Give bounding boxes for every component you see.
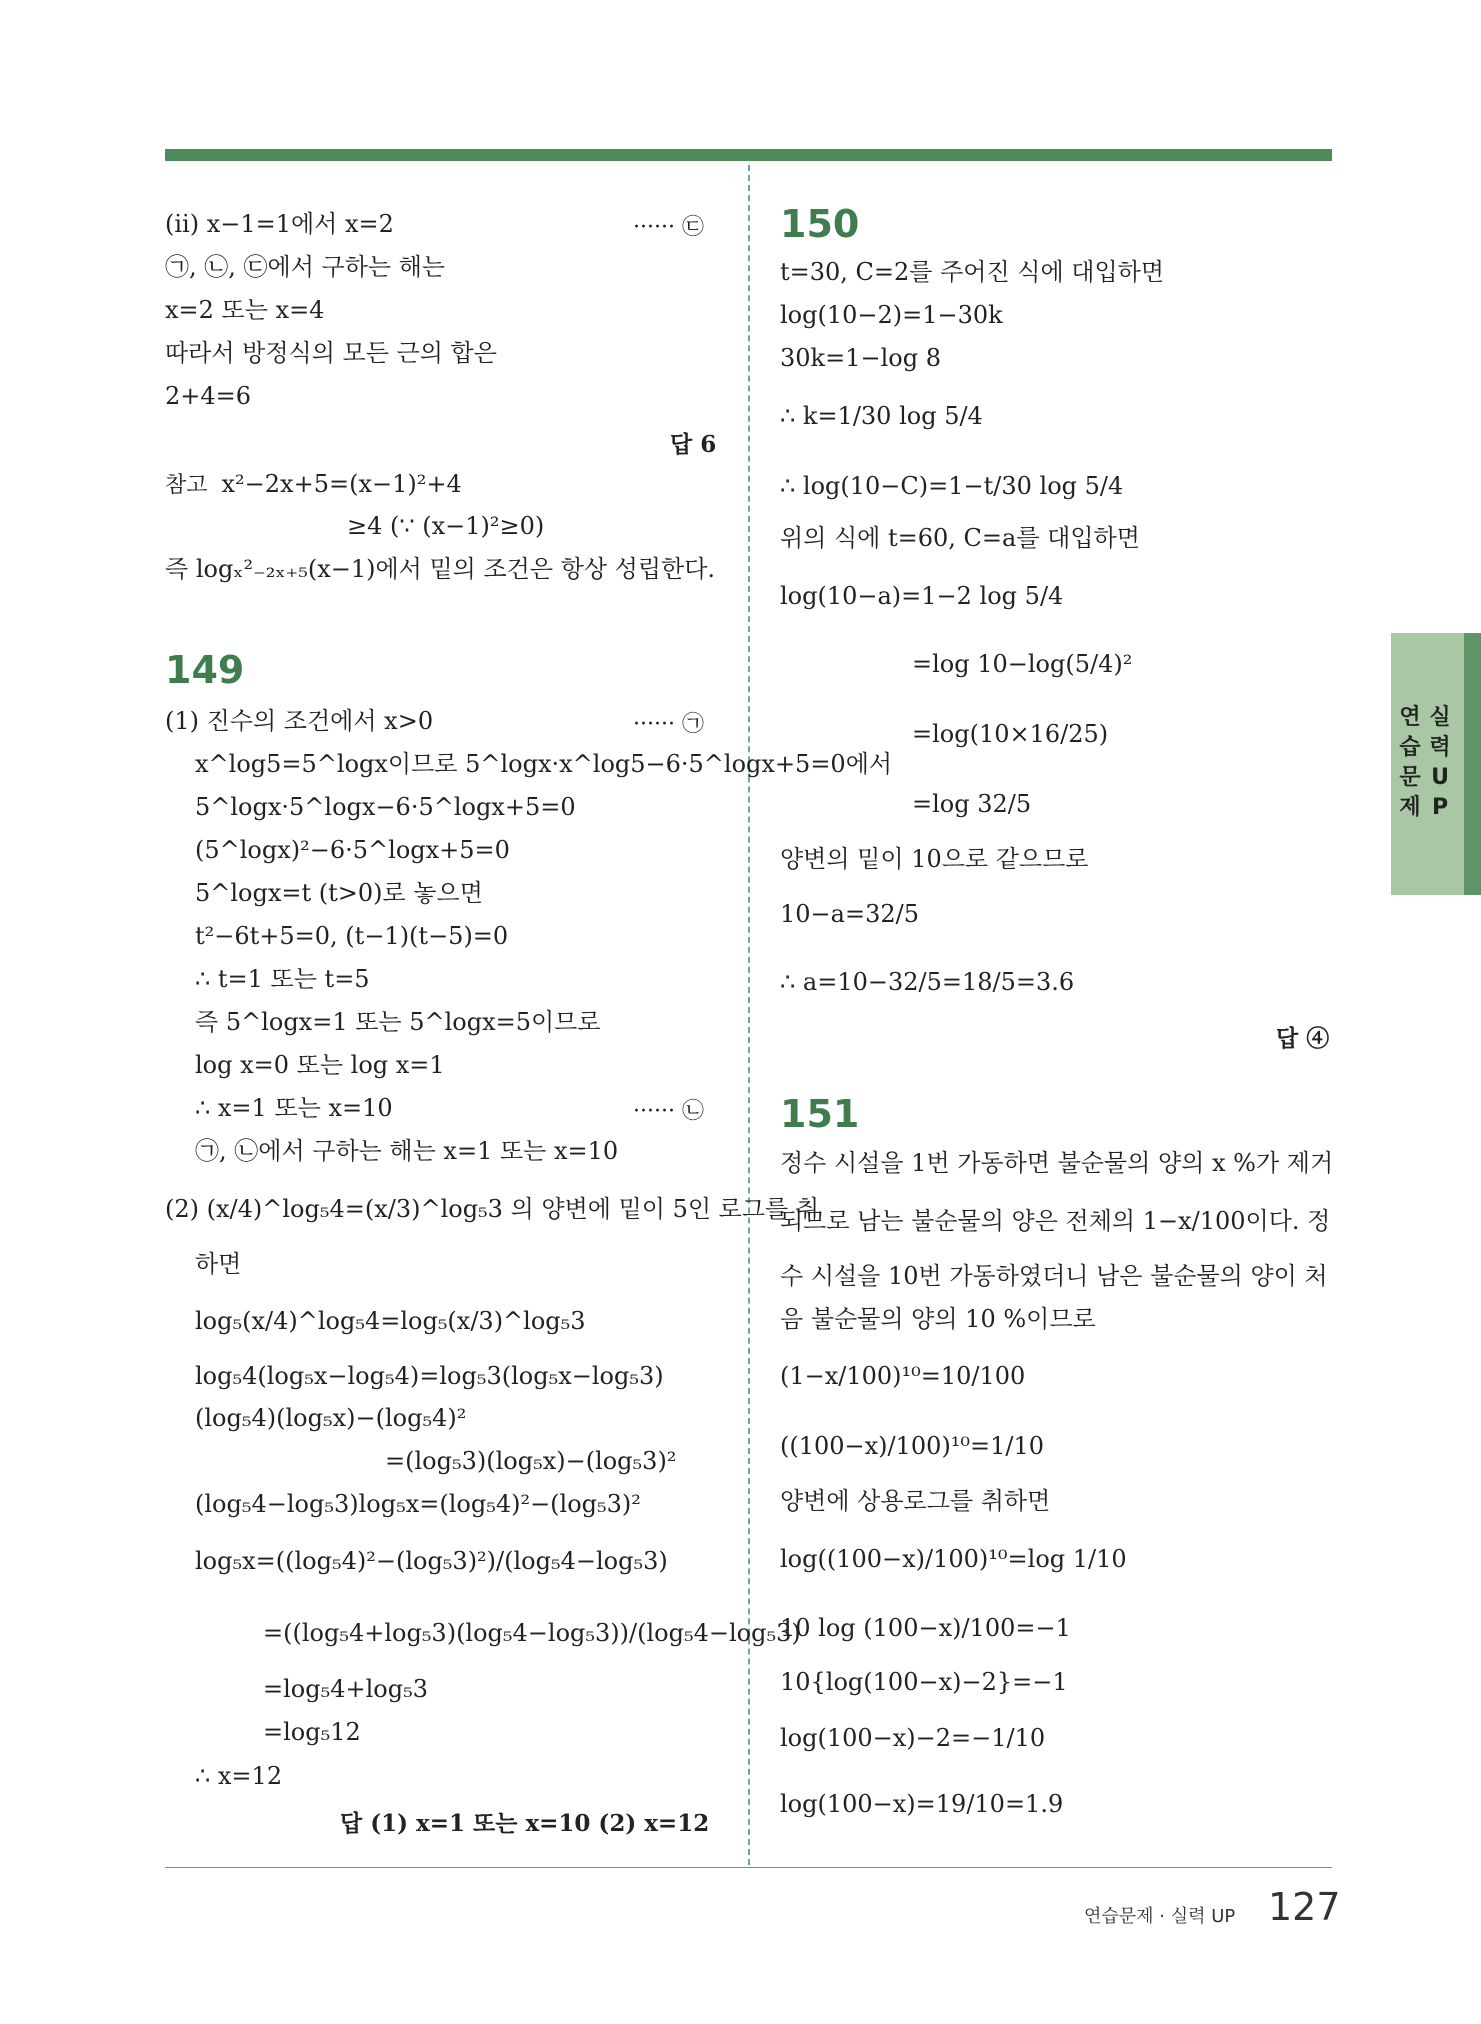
- header-rule: [165, 149, 1332, 161]
- text-line: =log 32/5: [912, 790, 1032, 818]
- text-line: =log(10×16/25): [912, 720, 1109, 748]
- note-text: x²−2x+5=(x−1)²+4: [221, 470, 462, 498]
- text-line: ㉠, ㉡, ㉢에서 구하는 해는: [165, 253, 446, 281]
- text-line: =((log₅4+log₅3)(log₅4−log₅3))/(log₅4−log₅3): [263, 1619, 801, 1647]
- section-tab-label: [1398, 703, 1422, 823]
- section-tab-label: [1428, 703, 1452, 823]
- text-line: (log₅4)(log₅x)−(log₅4)²: [195, 1404, 467, 1432]
- text-line: 10{log(100−x)−2}=−1: [780, 1668, 1068, 1696]
- text-line: 양변의 밑이 10으로 같으므로: [780, 845, 1089, 873]
- equation-marker: ······ ㉢: [633, 215, 704, 240]
- text-line: 하면: [195, 1250, 242, 1278]
- text-line: 되므로 남는 불순물의 양은 전체의 1−x/100이다. 정: [780, 1207, 1331, 1235]
- problem-number: 151: [780, 1092, 860, 1136]
- text-line: log₅(x/4)^log₅4=log₅(x/3)^log₅3: [195, 1307, 586, 1335]
- text-line: 정수 시설을 1번 가동하면 불순물의 양의 x %가 제거: [780, 1149, 1334, 1177]
- tab-char: 습: [1399, 735, 1421, 760]
- text-line: (log₅4−log₅3)log₅x=(log₅4)²−(log₅3)²: [195, 1490, 641, 1518]
- text-line: =(log₅3)(log₅x)−(log₅3)²: [385, 1447, 677, 1475]
- text-line: 위의 식에 t=60, C=a를 대입하면: [780, 524, 1140, 552]
- text-line: log((100−x)/100)¹⁰=log 1/10: [780, 1545, 1127, 1573]
- text-line: t=30, C=2를 주어진 식에 대입하면: [780, 258, 1165, 286]
- text-line: ∴ x=12: [195, 1762, 283, 1790]
- text-line: ∴ t=1 또는 t=5: [195, 965, 370, 993]
- text-line: log(10−a)=1−2 log 5/4: [780, 582, 1064, 610]
- tab-char: 문: [1399, 765, 1421, 790]
- tab-char: 연: [1399, 705, 1421, 730]
- text-line: ㉠, ㉡에서 구하는 해는 x=1 또는 x=10: [195, 1137, 619, 1165]
- column-divider: [748, 165, 750, 1865]
- text-line: ∴ k=1/30 log 5/4: [780, 402, 983, 430]
- text-line: ((100−x)/100)¹⁰=1/10: [780, 1432, 1045, 1460]
- text-line: (ii) x−1=1에서 x=2: [165, 210, 394, 238]
- footer-rule: [165, 1867, 1332, 1868]
- note-line: ≥4 (∵ (x−1)²≥0): [347, 512, 545, 540]
- note-line: 즉 logₓ²₋₂ₓ₊₅(x−1)에서 밑의 조건은 항상 성립한다.: [165, 555, 716, 583]
- text-line: log(100−x)=19/10=1.9: [780, 1790, 1064, 1818]
- text-line: 즉 5^logx=1 또는 5^logx=5이므로: [195, 1008, 601, 1036]
- text-line: log₅4(log₅x−log₅4)=log₅3(log₅x−log₅3): [195, 1362, 664, 1390]
- text-line: (5^logx)²−6·5^logx+5=0: [195, 836, 510, 864]
- tab-char: 실: [1429, 705, 1451, 730]
- answer-label: 답 (1) x=1 또는 x=10 (2) x=12: [340, 1810, 710, 1837]
- text-line: 10 log (100−x)/100=−1: [780, 1614, 1071, 1642]
- text-line: 수 시설을 10번 가동하였더니 남은 불순물의 양이 처: [780, 1262, 1328, 1290]
- footer-section-title: 연습문제 · 실력 UP: [1084, 1906, 1236, 1927]
- text-line: log(100−x)−2=−1/10: [780, 1724, 1046, 1752]
- section-tab-edge: [1464, 633, 1481, 895]
- text-line: 5^logx·5^logx−6·5^logx+5=0: [195, 793, 576, 821]
- note-label: 참고: [165, 473, 208, 498]
- problem-number: 149: [165, 648, 245, 692]
- text-line: log x=0 또는 log x=1: [195, 1051, 445, 1079]
- text-line: (1−x/100)¹⁰=10/100: [780, 1362, 1026, 1390]
- text-line: 양변에 상용로그를 취하면: [780, 1487, 1051, 1515]
- text-line: x^log5=5^logx이므로 5^logx·x^log5−6·5^logx+5=0에서: [195, 750, 893, 778]
- text-line: (1) 진수의 조건에서 x>0: [165, 707, 434, 735]
- text-line: 30k=1−log 8: [780, 344, 941, 372]
- text-line: t²−6t+5=0, (t−1)(t−5)=0: [195, 922, 509, 950]
- text-line: 10−a=32/5: [780, 900, 919, 928]
- text-line: =log₅12: [263, 1718, 361, 1746]
- text-line: log₅x=((log₅4)²−(log₅3)²)/(log₅4−log₅3): [195, 1547, 668, 1575]
- equation-marker: ······ ㉠: [633, 712, 704, 737]
- tab-char: 제: [1399, 795, 1421, 820]
- text-line: 2+4=6: [165, 382, 252, 410]
- text-line: ∴ a=10−32/5=18/5=3.6: [780, 968, 1075, 996]
- tab-char: U: [1431, 765, 1449, 790]
- text-line: ∴ x=1 또는 x=10: [195, 1094, 393, 1122]
- text-line: log(10−2)=1−30k: [780, 301, 1003, 329]
- text-line: 따라서 방정식의 모든 근의 합은: [165, 339, 497, 367]
- text-line: =log 10−log(5/4)²: [912, 650, 1133, 678]
- answer-label: 답 6: [670, 431, 717, 458]
- page-number: 127: [1268, 1885, 1341, 1929]
- tab-char: 력: [1429, 735, 1451, 760]
- text-line: ∴ log(10−C)=1−t/30 log 5/4: [780, 472, 1124, 500]
- text-line: 음 불순물의 양의 10 %이므로: [780, 1305, 1096, 1333]
- answer-label: 답 ④: [1276, 1025, 1330, 1052]
- text-line: (2) (x/4)^log₅4=(x/3)^log₅3 의 양변에 밑이 5인 로그를 취: [165, 1195, 820, 1223]
- note-line: [165, 468, 462, 502]
- tab-char: P: [1431, 795, 1449, 820]
- text-line: =log₅4+log₅3: [263, 1675, 428, 1703]
- text-line: x=2 또는 x=4: [165, 296, 325, 324]
- text-line: 5^logx=t (t>0)로 놓으면: [195, 879, 483, 907]
- equation-marker: ······ ㉡: [633, 1099, 704, 1124]
- problem-number: 150: [780, 202, 860, 246]
